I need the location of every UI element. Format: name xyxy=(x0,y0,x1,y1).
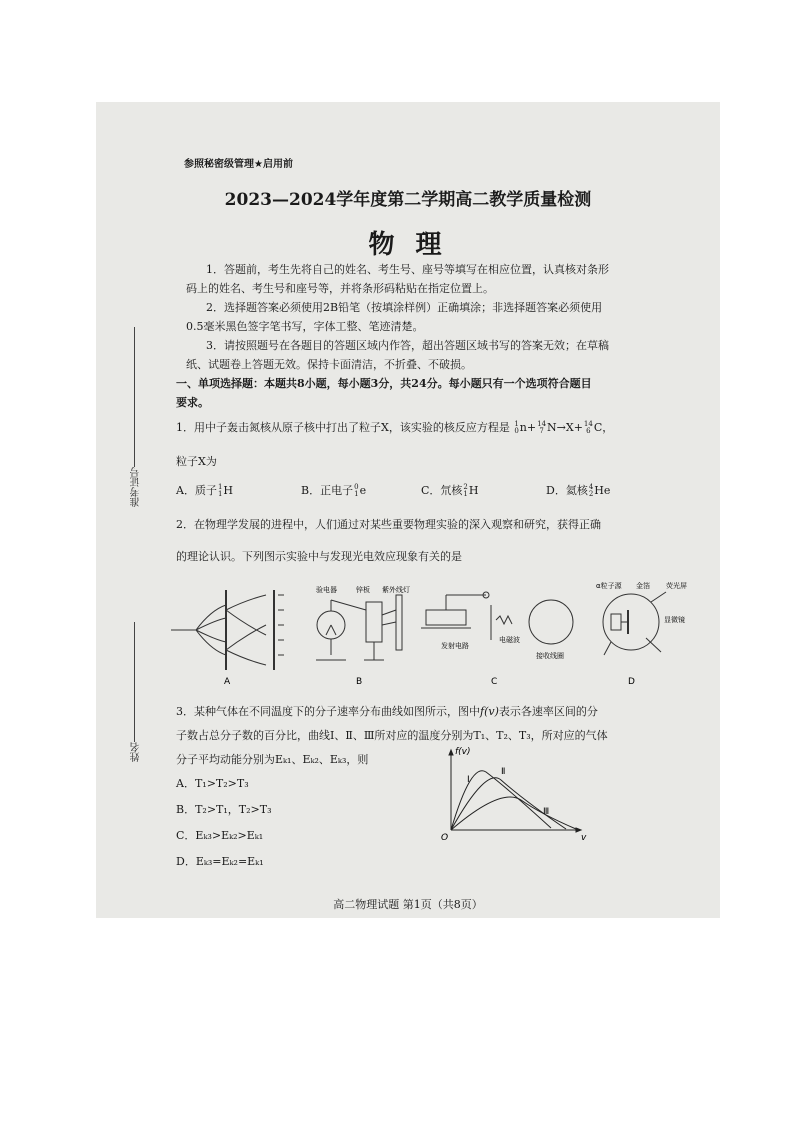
curve-3 xyxy=(451,797,576,830)
figure-b-label-2: 锌板 xyxy=(356,586,370,594)
curve-2-label: Ⅱ xyxy=(501,767,506,777)
graph-x-label: v xyxy=(581,833,587,842)
question-3-line3: 分子平均动能分别为Eₖ₁、Eₖ₂、Eₖ₃，则 xyxy=(176,753,369,766)
section-heading-1: 一、单项选择题：本题共8小题，每小题3分，共24分。每小题只有一个选项符合题目 xyxy=(176,377,592,390)
note-2b: 0.5毫米黑色签字笔书写，字体工整、笔迹清楚。 xyxy=(186,320,424,333)
figure-d-label-1: α粒子源 xyxy=(596,582,622,590)
q3-option-c[interactable]: C．Eₖ₃>Eₖ₂>Eₖ₁ xyxy=(176,829,264,842)
figure-c-label-2: 电磁波 xyxy=(499,636,520,644)
note-1b: 码上的姓名、考生号和座号等，并将条形码粘贴在指定位置上。 xyxy=(186,282,494,295)
question-3-line2: 子数占总分子数的百分比，曲线Ⅰ、Ⅱ、Ⅲ所对应的温度分别为T₁、T₂、T₃，所对应的气体 xyxy=(176,729,608,742)
figure-d-label-3: 荧光屏 xyxy=(666,582,687,590)
q3-option-b[interactable]: B．T₂>T₁，T₂>T₃ xyxy=(176,803,272,816)
q1-option-a-label: A．质子 xyxy=(176,484,217,497)
figure-b-label-3: 紫外线灯 xyxy=(382,586,410,594)
note-3b: 纸、试题卷上答题无效。保持卡面清洁，不折叠、不破损。 xyxy=(186,358,472,371)
exam-title: 2023—2024学年度第二学期高二教学质量检测 xyxy=(224,190,592,210)
curve-3-label: Ⅲ xyxy=(543,807,550,817)
figure-c-letter: C xyxy=(491,677,498,687)
figure-b-letter: B xyxy=(356,677,363,687)
figure-a-double-slit xyxy=(171,590,284,670)
q1-option-b[interactable]: B．正电子 0 1 e xyxy=(301,483,367,498)
figure-c-label-3: 接收线圈 xyxy=(536,652,564,660)
q1-option-c-label: C．氘核 xyxy=(421,484,463,497)
question-3-line1: 3．某种气体在不同温度下的分子速率分布曲线如图所示，图中f(v)表示各速率区间的分 xyxy=(176,705,598,718)
figure-b-electroscope xyxy=(316,595,402,660)
curve-2 xyxy=(451,778,566,830)
question-2-line1: 2．在物理学发展的进程中，人们通过对某些重要物理实验的深入观察和研究，获得正确 xyxy=(176,518,601,531)
graph-origin: O xyxy=(441,833,449,842)
q1-option-d-label: D．氦核 xyxy=(546,484,588,497)
q1-option-d[interactable]: D．氦核 4 2 He xyxy=(546,483,611,498)
graph-y-label: f(v) xyxy=(455,747,471,757)
note-1a: 1．答题前，考生先将自己的姓名、考生号、座号等填写在相应位置，认真核对条形 xyxy=(206,263,609,276)
question-2-line2: 的理论认识。下列图示实验中与发现光电效应现象有关的是 xyxy=(176,550,462,563)
page-footer: 高二物理试题 第1页（共8页） xyxy=(333,898,483,911)
q1-option-a[interactable]: A．质子 1 1 H xyxy=(176,483,234,498)
q1-option-b-label: B．正电子 xyxy=(301,484,354,497)
exam-number-line xyxy=(134,327,135,467)
figure-d-rutherford xyxy=(603,592,666,655)
q3-option-a[interactable]: A．T₁>T₂>T₃ xyxy=(176,777,249,790)
note-2a: 2．选择题答案必须使用2B铅笔（按填涂样例）正确填涂；非选择题答案必须使用 xyxy=(206,301,603,314)
section-heading-2: 要求。 xyxy=(176,396,209,409)
q2-figures xyxy=(166,580,696,690)
figure-a-letter: A xyxy=(224,677,231,687)
secrecy-label: 参照秘密级管理★启用前 xyxy=(184,159,293,170)
exam-sheet xyxy=(96,102,720,918)
question-1-stem xyxy=(176,420,613,435)
figure-d-label-2: 金箔 xyxy=(636,582,650,590)
curve-1-label: Ⅰ xyxy=(467,775,470,785)
figure-c-hertz xyxy=(421,592,573,644)
nuclear-equation: 1 0 n+ 14 7 N→X+ 14 6 C， xyxy=(514,420,614,435)
name-line xyxy=(134,622,135,742)
figure-d-letter: D xyxy=(628,677,635,687)
q3-option-d[interactable]: D．Eₖ₃=Eₖ₂=Eₖ₁ xyxy=(176,855,264,868)
question-1-stem2: 粒子X为 xyxy=(176,455,217,468)
figure-b-label-1: 验电器 xyxy=(316,586,337,594)
note-3a: 3．请按照题号在各题目的答题区域内作答，超出答题区域书写的答案无效；在草稿 xyxy=(206,339,609,352)
fv-symbol: f(v) xyxy=(480,705,499,718)
question-1-text: 1．用中子轰击氮核从原子核中打出了粒子X，该实验的核反应方程是 xyxy=(176,421,510,434)
subject-title: 物 理 xyxy=(368,230,448,260)
q3-distribution-graph xyxy=(431,742,591,842)
figure-d-label-4: 显微镜 xyxy=(664,616,685,624)
q1-option-c[interactable]: C．氘核 2 1 H xyxy=(421,483,479,498)
name-label: 姓名 xyxy=(131,742,142,762)
exam-number-label: 准考证号 xyxy=(131,467,142,507)
figure-c-label-1: 发射电路 xyxy=(441,642,469,650)
